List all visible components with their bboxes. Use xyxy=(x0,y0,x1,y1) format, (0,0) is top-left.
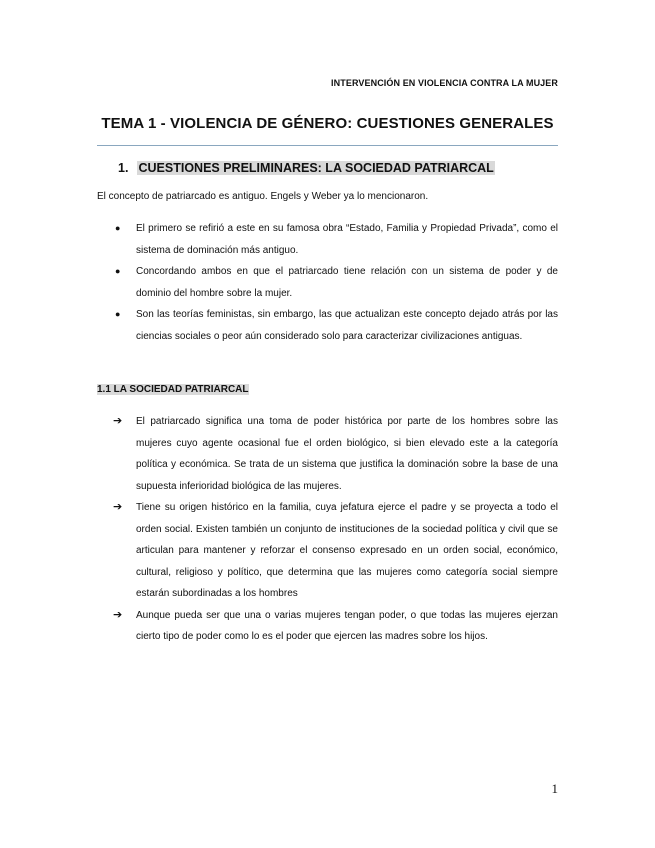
list-item-text: El patriarcado significa una toma de poder histórica por parte de los hombres sobre las mujeres cuyo agente ocasional fue el orden biológico, si bien elevado este a la categoría política y económica. Se trata de un sistema que justifica la dominación sobre la base de una supuesta inferioridad biológica de las mujeres. xyxy=(136,416,558,492)
list-item xyxy=(97,411,558,497)
section-number: 1. xyxy=(118,161,129,175)
intro-paragraph: El concepto de patriarcado es antiguo. Engels y Weber ya lo mencionaron. xyxy=(97,191,429,202)
list-item xyxy=(97,497,558,605)
list-item xyxy=(97,304,558,347)
arrow-list xyxy=(97,411,558,648)
document-title: TEMA 1 - VIOLENCIA DE GÉNERO: CUESTIONES GENERALES xyxy=(101,115,554,132)
list-item xyxy=(97,261,558,304)
arrow-right-icon: ➔ xyxy=(113,501,123,513)
list-item-text: El primero se refirió a este en su famosa obra “Estado, Familia y Propiedad Privada”, como el sistema de dominación más antiguo. xyxy=(136,223,558,256)
list-item xyxy=(97,605,558,648)
running-header: INTERVENCIÓN EN VIOLENCIA CONTRA LA MUJER xyxy=(331,78,558,88)
arrow-right-icon: ➔ xyxy=(113,415,123,427)
subsection-heading-text: 1.1 LA SOCIEDAD PATRIARCAL xyxy=(97,384,249,395)
list-item xyxy=(97,218,558,261)
bullet-icon: ● xyxy=(115,309,121,319)
bullet-icon: ● xyxy=(115,223,121,233)
list-item-text: Concordando ambos en que el patriarcado tiene relación con un sistema de poder y de dominio del hombre sobre la mujer. xyxy=(136,266,558,299)
bullet-list xyxy=(97,218,558,347)
page-number: 1 xyxy=(551,781,558,796)
list-item-text: Aunque pueda ser que una o varias mujeres tengan poder, o que todas las mujeres ejerzan cierto tipo de poder como lo es el poder que ejercen las madres sobre los hijos. xyxy=(136,609,558,642)
bullet-icon: ● xyxy=(115,266,121,276)
section-heading xyxy=(118,161,495,175)
section-heading-text: CUESTIONES PRELIMINARES: LA SOCIEDAD PATRIARCAL xyxy=(138,161,494,175)
title-divider xyxy=(97,145,558,146)
list-item-text: Tiene su origen histórico en la familia, cuya jefatura ejerce el padre y se proyecta a todo el orden social. Existen también un conjunto de instituciones de la sociedad política y civil que se articulan para mantener y reforzar el consenso expresado en un orden social, económico, cultural, religioso y político, que determina que las mujeres como categoría social siempre estarán subordinadas a los hombres xyxy=(136,502,558,599)
list-item-text: Son las teorías feministas, sin embargo, las que actualizan este concepto dejado atrás por las ciencias sociales o peor aún considerado solo para caracterizar civilizaciones antiguas. xyxy=(136,309,558,342)
arrow-right-icon: ➔ xyxy=(113,608,123,621)
subsection-heading xyxy=(97,384,249,395)
